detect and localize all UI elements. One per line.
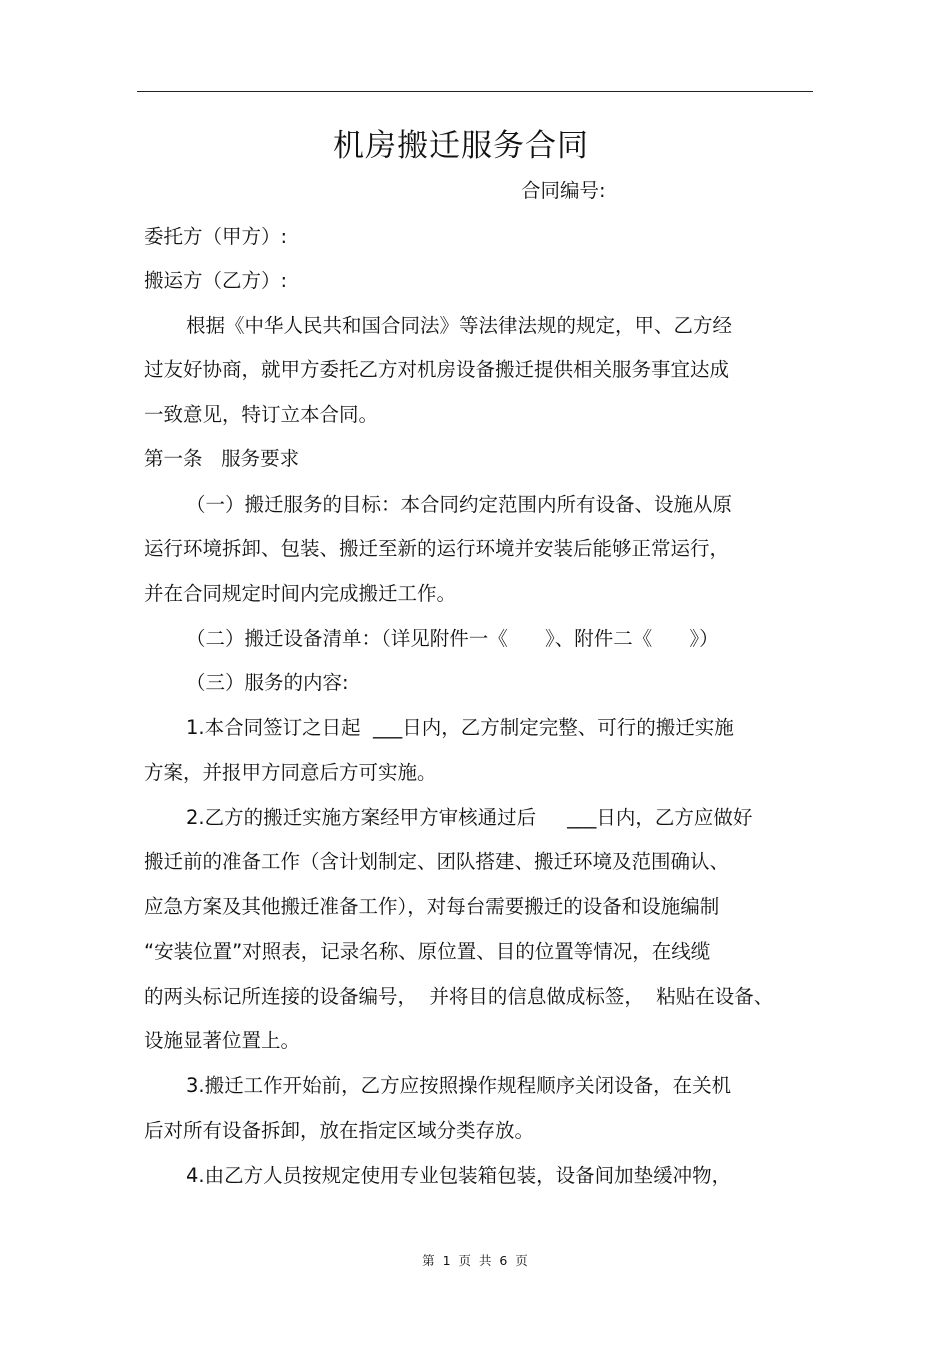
paragraph-line: 1.本合同签订之日起 ___日内，乙方制定完整、可行的搬迁实施 [186,716,734,739]
article-heading: 第一条 服务要求 [144,447,300,470]
party-b-line: 搬运方（乙方）: [144,269,288,292]
document-title: 机房搬迁服务合同 [333,128,589,164]
paragraph-line: 后对所有设备拆卸，放在指定区域分类存放。 [144,1119,535,1142]
contract-number-label: 合同编号: [521,179,606,202]
paragraph-line: 并在合同规定时间内完成搬迁工作。 [144,582,457,605]
paragraph-line: 一致意见，特订立本合同。 [144,403,379,426]
top-rule [137,91,813,92]
paragraph-line: 搬迁前的准备工作（含计划制定、团队搭建、搬迁环境及范围确认、 [144,850,730,873]
paragraph-line: 运行环境拆卸、包装、搬迁至新的运行环境并安装后能够正常运行， [144,537,730,560]
paragraph-line: （二）搬迁设备清单：（详见附件一《 》、附件二《 》） [186,627,719,650]
paragraph-line: 应急方案及其他搬迁准备工作），对每台需要搬迁的设备和设施编制 [144,895,720,918]
paragraph-line: 根据《中华人民共和国合同法》等法律法规的规定，甲、乙方经 [186,314,733,337]
party-a-line: 委托方（甲方）: [144,225,288,248]
page-footer: 第 1 页 共 6 页 [422,1253,528,1268]
paragraph-line: 过友好协商，就甲方委托乙方对机房设备搬迁提供相关服务事宜达成 [144,358,730,381]
paragraph-line: （一）搬迁服务的目标：本合同约定范围内所有设备、设施从原 [186,493,733,516]
paragraph-line: 设施显著位置上。 [144,1029,301,1052]
paragraph-line: 方案，并报甲方同意后方可实施。 [144,761,437,784]
paragraph-line: 的两头标记所连接的设备编号， 并将目的信息做成标签， 粘贴在设备、 [144,985,774,1008]
paragraph-line: “安装位置”对照表，记录名称、原位置、目的位置等情况，在线缆 [144,940,711,963]
paragraph-line: （三）服务的内容: [186,671,349,694]
paragraph-line: 4.由乙方人员按规定使用专业包装箱包装，设备间加垫缓冲物， [186,1164,732,1187]
paragraph-line: 3.搬迁工作开始前，乙方应按照操作规程顺序关闭设备，在关机 [186,1074,732,1097]
paragraph-line: 2.乙方的搬迁实施方案经甲方审核通过后 ___日内，乙方应做好 [186,806,753,829]
